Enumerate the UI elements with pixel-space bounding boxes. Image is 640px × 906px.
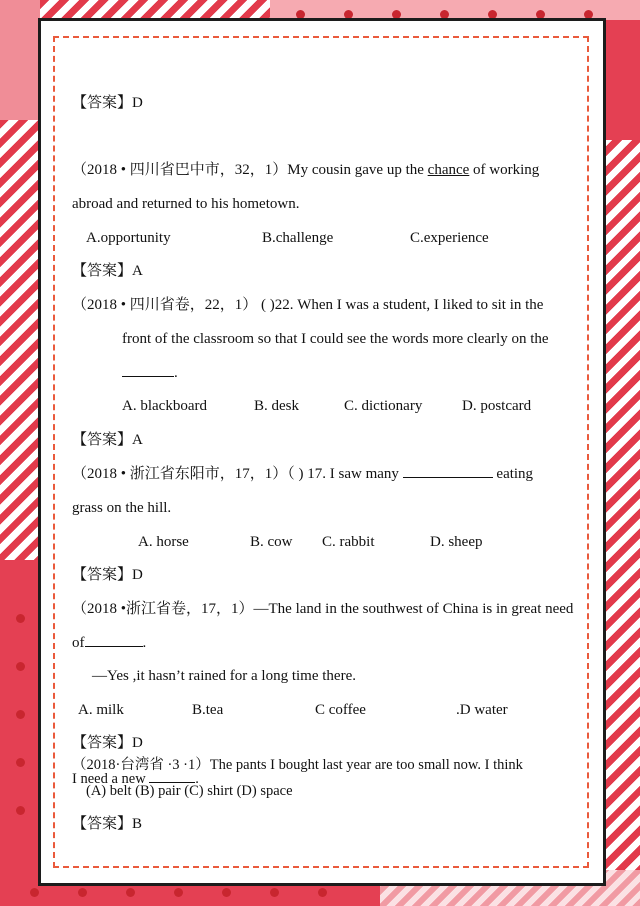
option-c: C. rabbit xyxy=(322,534,375,550)
option-a: A. horse xyxy=(138,534,189,550)
question-4-line-2 xyxy=(72,634,146,652)
question-1-line-2: abroad and returned to his hometown. xyxy=(72,196,300,212)
option-d: .D water xyxy=(456,702,508,718)
decor-dot xyxy=(16,806,25,815)
question-2-text: . xyxy=(174,365,178,381)
answer-blank xyxy=(122,364,174,377)
answer-blank xyxy=(403,465,493,478)
question-4-text: of xyxy=(72,635,85,651)
decor-dot xyxy=(30,888,39,897)
question-2-line-1: （2018 • 四川省卷，22，1） ( )22. When I was a student, I liked to sit in the xyxy=(72,297,544,313)
answer-label: 【答案】D xyxy=(72,735,143,751)
question-3-text: （2018 • 浙江省东阳市，17，1）（ ) 17. I saw many xyxy=(72,466,403,482)
option-c: C.experience xyxy=(410,230,489,246)
question-1-text: of working xyxy=(469,162,540,178)
decor-dot xyxy=(222,888,231,897)
question-2-line-2: front of the classroom so that I could see the words more clearly on the xyxy=(122,331,549,347)
decor-dot xyxy=(126,888,135,897)
background-red-block xyxy=(0,560,40,906)
question-3-line-2: grass on the hill. xyxy=(72,500,172,516)
question-5-text: . xyxy=(195,771,199,787)
question-4-line-3: —Yes ,it hasn’t rained for a long time there. xyxy=(92,668,356,684)
underlined-word: chance xyxy=(427,162,470,178)
answer-label: 【答案】A xyxy=(72,263,143,279)
option-b: B. desk xyxy=(254,398,299,414)
option-d: D. postcard xyxy=(462,398,532,414)
option-a: A. milk xyxy=(78,702,124,718)
question-5-text: I need a new xyxy=(72,771,150,787)
question-2-line-3 xyxy=(122,364,178,382)
question-5-options: (A) belt (B) pair (C) shirt (D) space xyxy=(86,783,293,799)
option-c: C. dictionary xyxy=(344,398,423,414)
decor-dot xyxy=(16,662,25,671)
option-c: C coffee xyxy=(315,702,366,718)
option-a: A. blackboard xyxy=(122,398,207,414)
background-pink-corner xyxy=(0,0,40,120)
decor-dot xyxy=(16,614,25,623)
option-b: B.tea xyxy=(192,702,224,718)
answer-label: 【答案】B xyxy=(72,816,143,832)
question-4-line-1: （2018 •浙江省卷，17，1）—The land in the southwest of China is in great need xyxy=(72,601,574,617)
question-3-line-1 xyxy=(72,465,533,483)
answer-label: 【答案】A xyxy=(72,432,143,448)
decor-dot xyxy=(16,758,25,767)
option-b: B. cow xyxy=(250,534,293,550)
question-1-text: （2018 • 四川省巴中市，32，1）My cousin gave up the xyxy=(72,162,428,178)
decor-dot xyxy=(16,710,25,719)
background-red-corner xyxy=(600,20,640,140)
question-3-text: eating xyxy=(492,466,534,482)
question-5-line-1: （2018·台湾省 ·3 ·1）The pants I bought last year are too small now. I think xyxy=(72,757,523,773)
decor-dot xyxy=(78,888,87,897)
option-b: B.challenge xyxy=(262,230,334,246)
answer-label: 【答案】D xyxy=(72,567,143,583)
option-d: D. sheep xyxy=(430,534,483,550)
question-4-text: . xyxy=(142,635,147,651)
question-1-line-1 xyxy=(72,161,539,179)
answer-blank xyxy=(85,634,143,647)
decor-dot xyxy=(174,888,183,897)
decor-dot xyxy=(318,888,327,897)
answer-label: 【答案】D xyxy=(72,95,143,111)
option-a: A.opportunity xyxy=(86,230,171,246)
decor-dot xyxy=(270,888,279,897)
